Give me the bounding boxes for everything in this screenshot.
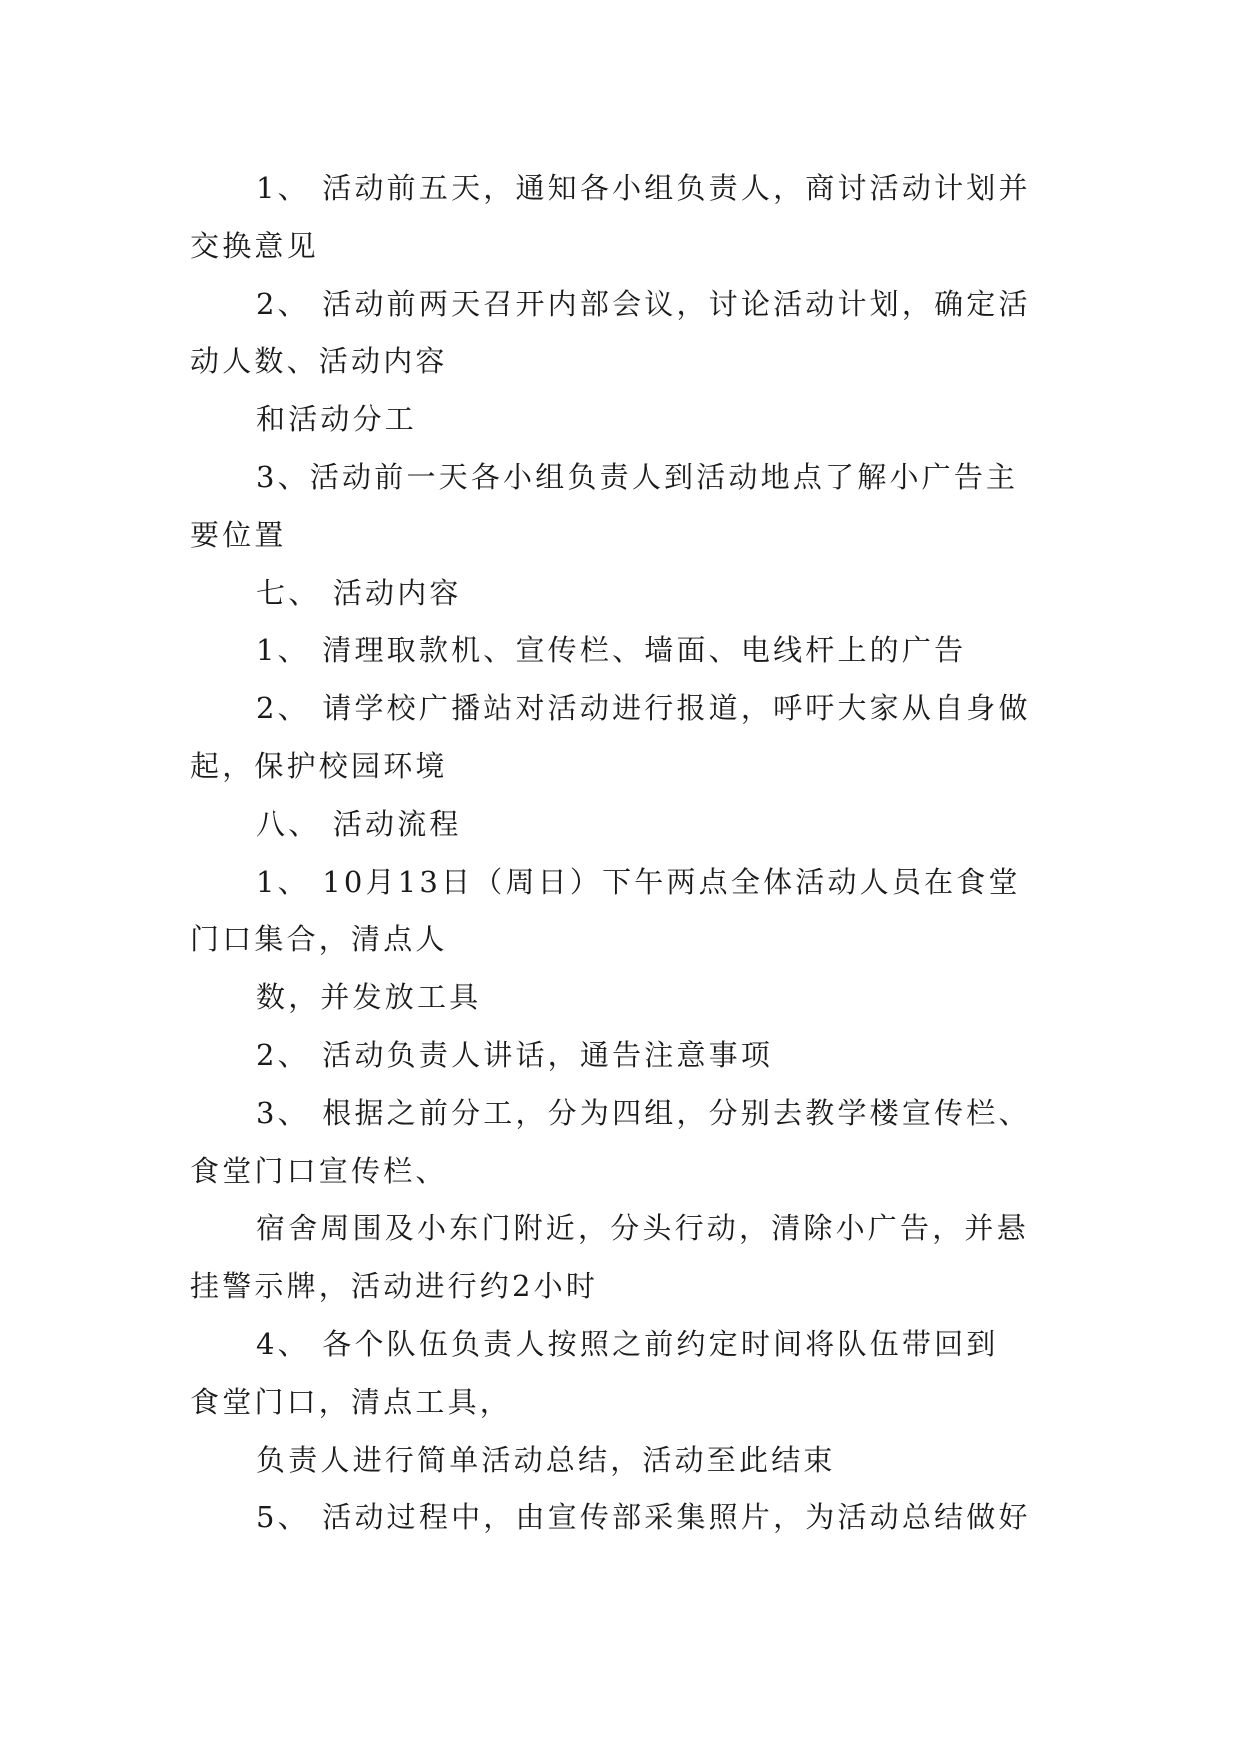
text-line: 1、 10月13日（周日）下午两点全体活动人员在食堂	[256, 864, 1021, 899]
document-body	[190, 160, 1052, 1547]
text-line: 1、 活动前五天，通知各小组负责人，商讨活动计划并	[256, 171, 1031, 205]
text-line: 门口集合，清点人	[190, 922, 448, 957]
text-line: 3、 根据之前分工，分为四组，分别去教学楼宣传栏、	[256, 1095, 1031, 1130]
text-line: 4、 各个队伍负责人按照之前约定时间将队伍带回到	[256, 1326, 999, 1361]
text-line: 数，并发放工具	[256, 980, 482, 1015]
section-heading: 八、 活动流程	[256, 806, 462, 841]
text-line: 2、 请学校广播站对活动进行报道，呼吁大家从自身做	[256, 691, 1031, 726]
text-line: 挂警示牌，活动进行约2小时	[190, 1269, 599, 1304]
text-line: 动人数、活动内容	[190, 344, 448, 379]
text-line: 交换意见	[190, 228, 319, 263]
text-line: 2、 活动前两天召开内部会议，讨论活动计划，确定活	[256, 286, 1031, 321]
text-line: 5、 活动过程中，由宣传部采集照片，为活动总结做好	[256, 1500, 1031, 1535]
text-line: 宿舍周围及小东门附近，分头行动，清除小广告，并悬	[256, 1211, 1029, 1246]
text-line: 1、 清理取款机、宣传栏、墙面、电线杆上的广告	[256, 633, 967, 668]
text-line: 要位置	[190, 517, 287, 552]
text-line: 食堂门口，清点工具，	[190, 1384, 513, 1419]
text-line: 食堂门口宣传栏、	[190, 1153, 448, 1188]
text-line: 和活动分工	[256, 402, 418, 437]
text-line: 2、 活动负责人讲话，通告注意事项	[256, 1037, 774, 1072]
text-line: 负责人进行简单活动总结，活动至此结束	[256, 1442, 836, 1477]
text-line: 3、活动前一天各小组负责人到活动地点了解小广告主	[256, 459, 1019, 494]
section-heading: 七、 活动内容	[256, 575, 462, 610]
text-line: 起，保护校园环境	[190, 748, 448, 783]
